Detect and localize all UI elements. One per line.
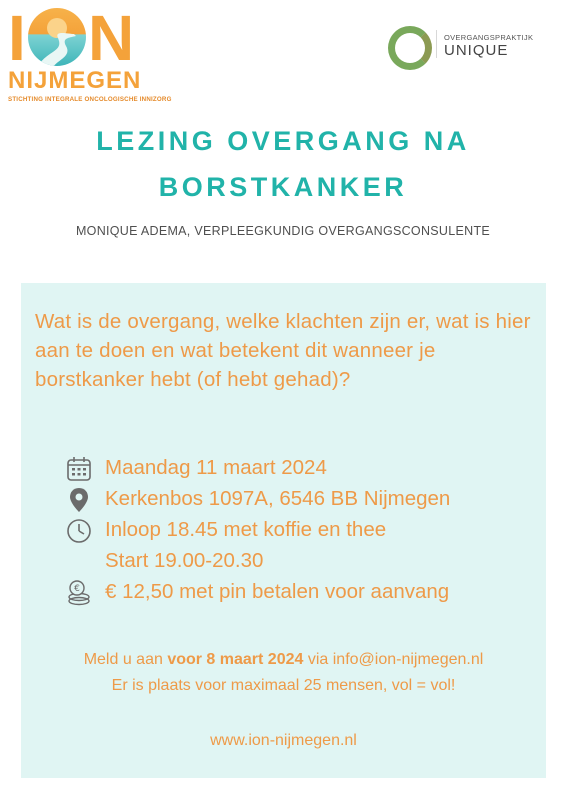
register-suffix: via info@ion-nijmegen.nl (303, 651, 484, 668)
event-location: Kerkenbos 1097A, 6546 BB Nijmegen (105, 487, 451, 510)
title-line-2: BORSTKANKER (158, 172, 408, 202)
ion-nijmegen-logo (8, 2, 172, 106)
coins-icon (65, 579, 93, 607)
info-box (21, 283, 546, 778)
location-pin-icon (65, 486, 93, 514)
logo-letter-i: I (8, 2, 26, 74)
event-date: Maandag 11 maart 2024 (105, 456, 327, 479)
logo-city: NIJMEGEN (8, 67, 142, 94)
clock-icon (65, 517, 93, 545)
website-link[interactable]: www.ion-nijmegen.nl (210, 732, 357, 749)
speaker-subtitle: MONIQUE ADEMA, VERPLEEGKUNDIG OVERGANGSCONSULENTE (75, 224, 491, 238)
logo-top-text: OVERGANGSPRAKTIJK (444, 33, 534, 42)
logo-sun-river-icon (28, 8, 86, 66)
svg-text:€: € (74, 584, 80, 594)
logo-divider (436, 30, 437, 58)
overgangspraktijk-unique-logo (386, 24, 561, 70)
ring-logo-icon (388, 26, 432, 70)
logo-main-text: UNIQUE (444, 42, 509, 59)
logo-letter-n: N (88, 2, 135, 74)
registration-line (21, 647, 546, 673)
logo-tagline: STICHTING INTEGRALE ONCOLOGISCHE INNIZORG (8, 96, 172, 103)
capacity-line: Er is plaats voor maximaal 25 mensen, vol = vol! (111, 677, 456, 694)
intro-question: Wat is de overgang, welke klachten zijn er, wat is hier aan te doen en wat betekent dit wanneer je borstkanker hebt (of hebt gehad)? (35, 310, 531, 391)
page-title (0, 118, 566, 210)
calendar-icon (65, 455, 93, 483)
event-time-line-2: Start 19.00-20.30 (105, 549, 264, 572)
event-time-line-1: Inloop 18.45 met koffie en thee (105, 518, 387, 541)
register-prefix: Meld u aan (83, 651, 168, 668)
event-cost: € 12,50 met pin betalen voor aanvang (105, 580, 450, 603)
title-line-1: LEZING OVERGANG NA (96, 126, 470, 156)
register-deadline: voor 8 maart 2024 (167, 651, 304, 668)
